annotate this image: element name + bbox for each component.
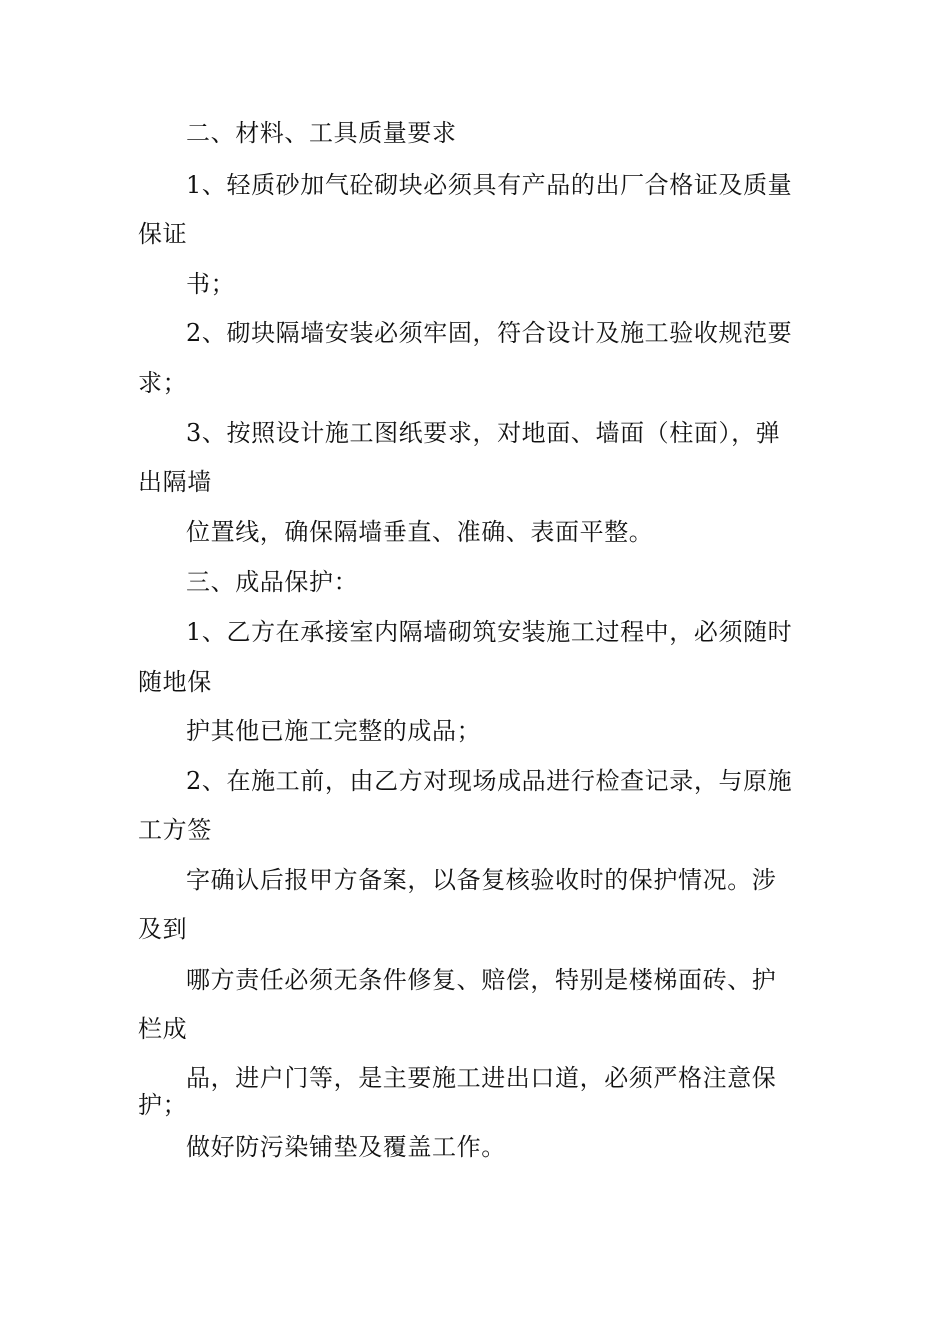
- paragraph-line: 书；: [186, 270, 236, 298]
- paragraph-line: 求；: [138, 369, 188, 397]
- paragraph-line: 字确认后报甲方备案，以备复核验收时的保护情况。涉: [186, 866, 777, 894]
- paragraph-line: 1、乙方在承接室内隔墙砌筑安装施工过程中，必须随时: [186, 618, 793, 646]
- paragraph-line: 随地保: [138, 668, 212, 696]
- section-heading-protection: 三、成品保护：: [186, 568, 359, 596]
- paragraph-line: 哪方责任必须无条件修复、赔偿，特别是楼梯面砖、护: [186, 966, 777, 994]
- paragraph-line: 出隔墙: [138, 468, 212, 496]
- paragraph-line: 保证: [138, 220, 188, 248]
- paragraph-line: 工方签: [138, 816, 212, 844]
- paragraph-line: 做好防污染铺垫及覆盖工作。: [186, 1133, 506, 1161]
- paragraph-line: 位置线，确保隔墙垂直、准确、表面平整。: [186, 518, 654, 546]
- paragraph-line: 1、轻质砂加气砼砌块必须具有产品的出厂合格证及质量: [186, 171, 793, 199]
- paragraph-line: 栏成: [138, 1015, 188, 1043]
- paragraph-line: 护其他已施工完整的成品；: [186, 717, 482, 745]
- paragraph-line: 2、在施工前，由乙方对现场成品进行检查记录，与原施: [186, 767, 793, 795]
- paragraph-line: 护；: [138, 1091, 188, 1119]
- paragraph-line: 3、按照设计施工图纸要求，对地面、墙面（柱面），弹: [186, 419, 781, 447]
- paragraph-line: 及到: [138, 915, 188, 943]
- paragraph-line: 2、砌块隔墙安装必须牢固，符合设计及施工验收规范要: [186, 319, 793, 347]
- paragraph-line: 品，进户门等，是主要施工进出口道，必须严格注意保: [186, 1064, 777, 1092]
- section-heading-materials: 二、材料、工具质量要求: [186, 119, 457, 147]
